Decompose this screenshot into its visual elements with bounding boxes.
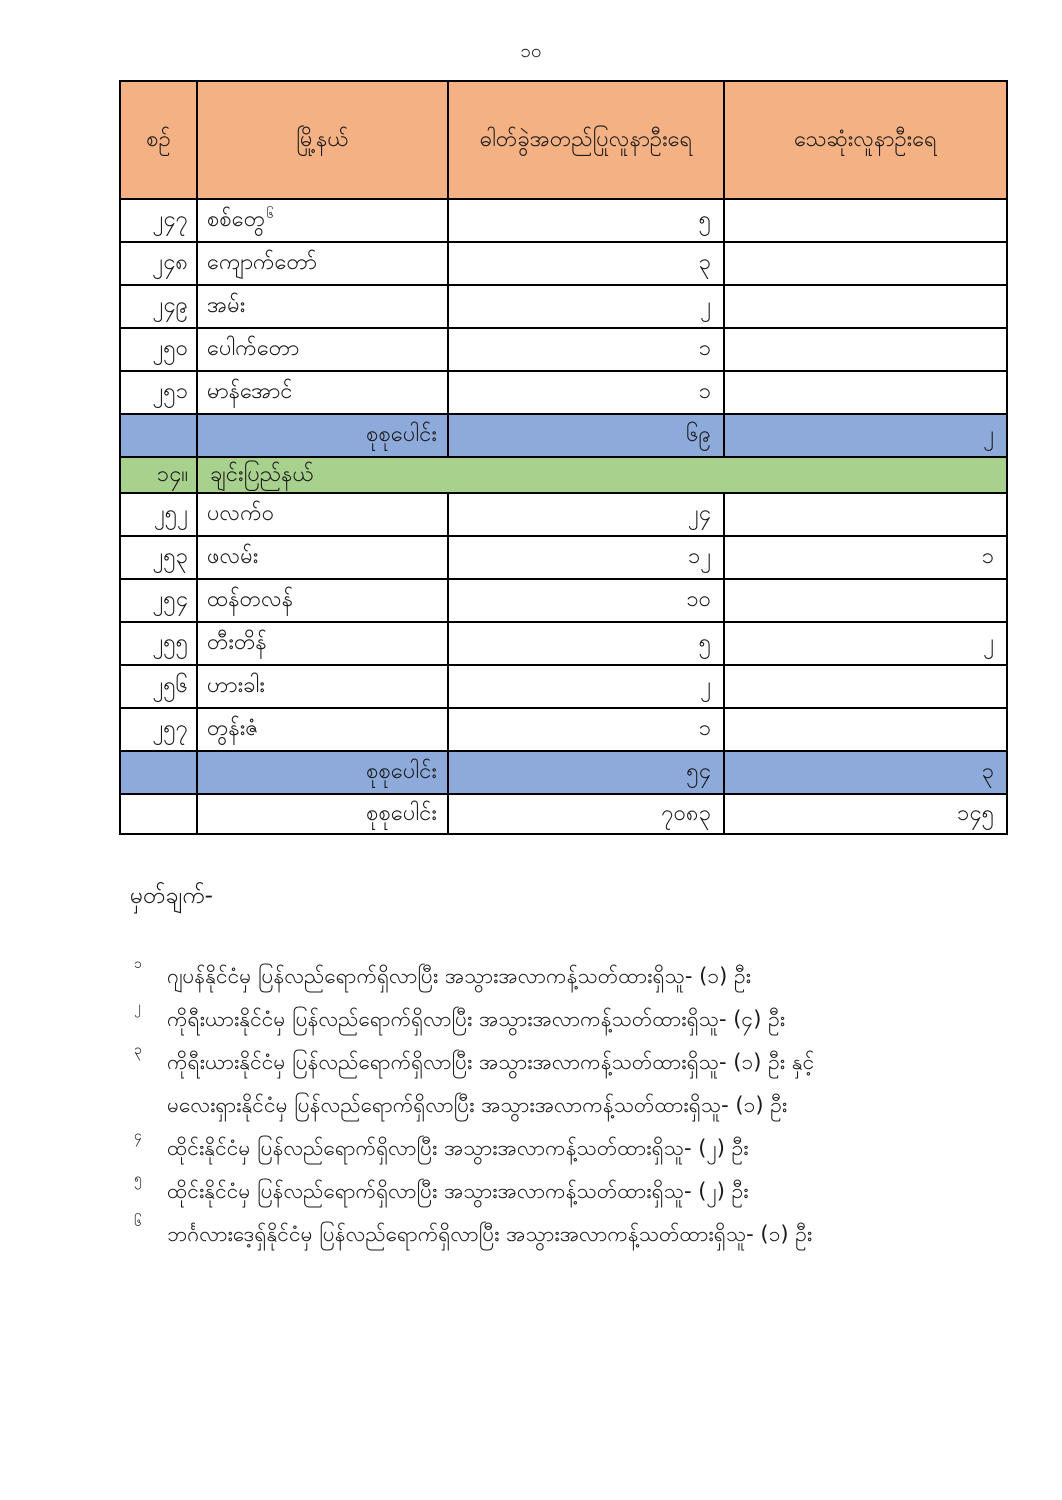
township-row: [120, 622, 1007, 665]
deaths-cell: [724, 242, 1007, 285]
note-text: ဘင်္ဂလားဒေ့ရှ်နိုင်ငံမှ ပြန်လည်ရောက်ရှိလာပြီး အသွားအလာကန့်သတ်ထားရှိသူ- (၁) ဦး: [167, 1222, 813, 1246]
confirmed-cell: ၁: [448, 371, 724, 414]
note-text: ထိုင်းနိုင်ငံမှ ပြန်လည်ရောက်ရှိလာပြီး အသွားအလာကန့်သတ်ထားရှိသူ- (၂) ဦး: [167, 1179, 749, 1203]
deaths-cell: [724, 371, 1007, 414]
serial-cell: ၂၅၄: [120, 579, 197, 622]
township-row: [120, 371, 1007, 414]
confirmed-total-cell: ၆၉: [448, 414, 724, 457]
notes-heading: မှတ်ချက်-: [130, 883, 213, 909]
header-township: မြို့နယ်: [197, 81, 448, 199]
deaths-cell: ၂: [724, 622, 1007, 665]
township-cell: အမ်း: [197, 285, 448, 328]
deaths-total-cell: ၂: [724, 414, 1007, 457]
serial-cell: [120, 794, 197, 834]
note-marker: ၅: [134, 1171, 142, 1187]
serial-cell: [120, 751, 197, 794]
township-row: [120, 665, 1007, 708]
confirmed-cell: ၁၂: [448, 536, 724, 579]
township-cell: ပလက်ဝ: [197, 493, 448, 536]
serial-cell: ၂၅၁: [120, 371, 197, 414]
deaths-cell: [724, 328, 1007, 371]
note-item: [130, 956, 960, 993]
note-item: [130, 1128, 960, 1165]
serial-cell: ၂၅၃: [120, 536, 197, 579]
table-header-row: [120, 81, 1007, 199]
confirmed-cell: ၂: [448, 665, 724, 708]
total-label-cell: စုစုပေါင်း: [197, 751, 448, 794]
township-row: [120, 328, 1007, 371]
serial-cell: ၂၅၀: [120, 328, 197, 371]
note-marker: ၂: [134, 999, 141, 1015]
township-row: [120, 536, 1007, 579]
serial-cell: ၂၅၆: [120, 665, 197, 708]
confirmed-total-cell: ၅၄: [448, 751, 724, 794]
deaths-cell: [724, 199, 1007, 242]
serial-cell: ၂၅၂: [120, 493, 197, 536]
note-text: ကိုရီးယားနိုင်ငံမှ ပြန်လည်ရောက်ရှိလာပြီး အသွားအလာကန့်သတ်ထားရှိသူ- (၄) ဦး: [167, 1007, 786, 1031]
confirmed-cell: ၅: [448, 622, 724, 665]
subtotal-row: [120, 751, 1007, 794]
state-section-row: [120, 457, 1007, 493]
township-cell: ဟားခါး: [197, 665, 448, 708]
note-text: ကိုရီးယားနိုင်ငံမှ ပြန်လည်ရောက်ရှိလာပြီး အသွားအလာကန့်သတ်ထားရှိသူ- (၁) ဦး နှင့်: [167, 1050, 815, 1074]
confirmed-cell: ၃: [448, 242, 724, 285]
note-item: [130, 1171, 960, 1208]
header-deaths: သေဆုံးလူနာဦးရေ: [724, 81, 1007, 199]
deaths-total-cell: ၁၄၅: [724, 794, 1007, 834]
township-row: [120, 493, 1007, 536]
page-number: ၁၀: [520, 40, 542, 62]
confirmed-total-cell: ၇၀၈၃: [448, 794, 724, 834]
township-cell: ထန်တလန်: [197, 579, 448, 622]
serial-cell: ၂၄၉: [120, 285, 197, 328]
township-cell: မာန်အောင်: [197, 371, 448, 414]
note-marker: ၄: [134, 1128, 142, 1144]
township-cell: ဖလမ်း: [197, 536, 448, 579]
deaths-total-cell: ၃: [724, 751, 1007, 794]
township-cell: ကျောက်တော်: [197, 242, 448, 285]
note-marker: ၆: [134, 1214, 142, 1230]
township-row: [120, 242, 1007, 285]
confirmed-cell: ၂: [448, 285, 724, 328]
notes-section: [130, 879, 960, 1251]
confirmed-cell: ၂၄: [448, 493, 724, 536]
confirmed-cell: ၅: [448, 199, 724, 242]
deaths-cell: [724, 493, 1007, 536]
township-cell: တွန်းဇံ: [197, 708, 448, 751]
note-text: မလေးရှားနိုင်ငံမှ ပြန်လည်ရောက်ရှိလာပြီး အသွားအလာကန့်သတ်ထားရှိသူ- (၁) ဦး: [167, 1093, 788, 1117]
total-label-cell: စုစုပေါင်း: [197, 794, 448, 834]
serial-cell: ၂၅၅: [120, 622, 197, 665]
serial-cell: [120, 414, 197, 457]
subtotal-row: [120, 414, 1007, 457]
serial-cell: ၂၄၇: [120, 199, 197, 242]
note-item: [130, 1214, 960, 1251]
confirmed-cell: ၁: [448, 328, 724, 371]
notes-list: [130, 956, 960, 1251]
grand-total-row: [120, 794, 1007, 834]
section-number-cell: ၁၄။: [120, 457, 197, 493]
confirmed-cell: ၁: [448, 708, 724, 751]
township-cell: ပေါက်တော: [197, 328, 448, 371]
confirmed-cell: ၁၀: [448, 579, 724, 622]
header-serial: စဉ်: [120, 81, 197, 199]
deaths-cell: ၁: [724, 536, 1007, 579]
township-row: [120, 708, 1007, 751]
note-text: ဂျပန်နိုင်ငံမှ ပြန်လည်ရောက်ရှိလာပြီး အသွားအလာကန့်သတ်ထားရှိသူ- (၁) ဦး: [167, 964, 751, 988]
footnote-ref: ၆: [266, 206, 274, 222]
township-cell: တီးတိန်: [197, 622, 448, 665]
note-item: [130, 999, 960, 1036]
township-cell: စစ်တွေ$^၆$: [197, 199, 448, 242]
table-body: [120, 199, 1007, 834]
serial-cell: ၂၄၈: [120, 242, 197, 285]
note-item: [130, 1042, 960, 1122]
deaths-cell: [724, 285, 1007, 328]
deaths-cell: [724, 708, 1007, 751]
deaths-cell: [724, 579, 1007, 622]
header-confirmed: ဓါတ်ခွဲအတည်ပြုလူနာဦးရေ: [448, 81, 724, 199]
note-marker: ၁: [134, 956, 142, 972]
note-text: ထိုင်းနိုင်ငံမှ ပြန်လည်ရောက်ရှိလာပြီး အသွားအလာကန့်သတ်ထားရှိသူ- (၂) ဦး: [167, 1136, 749, 1160]
covid-case-table: [119, 80, 1008, 835]
township-row: [120, 579, 1007, 622]
state-name-cell: ချင်းပြည်နယ်: [197, 457, 1007, 493]
serial-cell: ၂၅၇: [120, 708, 197, 751]
deaths-cell: [724, 665, 1007, 708]
note-marker: ၃: [134, 1042, 142, 1058]
township-row: [120, 285, 1007, 328]
total-label-cell: စုစုပေါင်း: [197, 414, 448, 457]
township-row: [120, 199, 1007, 242]
